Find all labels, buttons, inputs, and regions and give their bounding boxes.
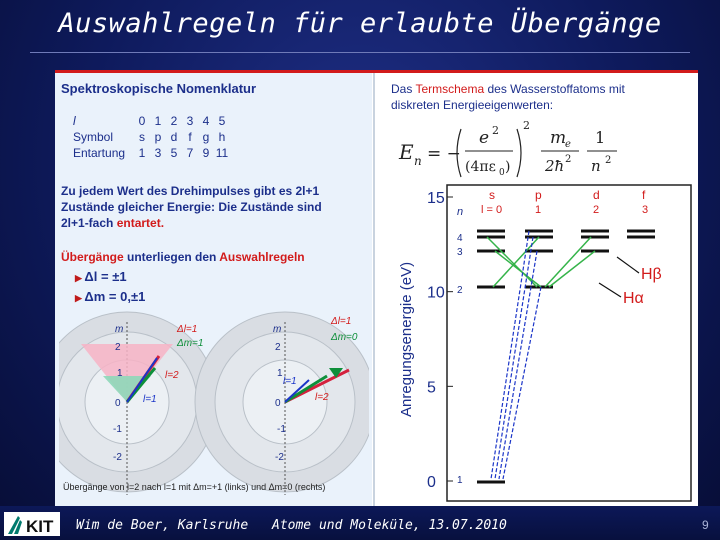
bullet-icon: ▶ [75, 273, 85, 283]
title-rule [30, 52, 690, 53]
heading-emphasis: Termschema [415, 82, 485, 96]
formula-subscript: 0 [499, 168, 505, 178]
bullet-icon: ▶ [75, 293, 85, 303]
formula-exponent: 2 [605, 155, 612, 166]
page-number: 9 [702, 518, 709, 532]
kit-logo-mark [4, 512, 60, 536]
delta-m-label: Δm=1 [177, 338, 204, 349]
y-tick-label: 0 [427, 474, 436, 491]
n-level-label: 3 [457, 247, 463, 258]
rule-delta-m [75, 289, 145, 304]
formula-denominator: 2ħ [545, 157, 565, 175]
column-letter: p [535, 188, 542, 202]
formula-denominator: (4πε [465, 159, 496, 175]
tick-label: 1 [117, 368, 123, 379]
formula-denominator: ) [505, 159, 511, 175]
l-upper-label: l=2 [315, 392, 329, 403]
termschema-heading [391, 81, 625, 113]
column-letter: s [489, 188, 495, 202]
footer-bar [0, 506, 720, 540]
table-cell: 0 [138, 114, 146, 128]
l-upper-label: l=2 [165, 370, 179, 381]
table-cell: 9 [202, 146, 210, 160]
right-paren [517, 129, 521, 177]
rule-text: Δl = ±1 [84, 269, 127, 284]
n-header: n [457, 206, 464, 218]
footer-author: Wim de Boer, Karlsruhe [76, 518, 249, 533]
table-row [73, 129, 230, 145]
slide-title: Auswahlregeln für erlaubte Übergänge [58, 8, 662, 39]
n-level-label: 4 [457, 233, 463, 244]
column-divider [373, 73, 375, 508]
column-letter: f [642, 188, 646, 202]
table-cell: 4 [202, 114, 210, 128]
table-cell: 3 [186, 114, 194, 128]
m-axis-label: m [273, 324, 282, 335]
table-cell: d [170, 130, 178, 144]
table-cell: p [154, 130, 162, 144]
nomenclature-table [73, 113, 230, 161]
paragraph-line [61, 215, 322, 231]
h-beta-label: Hβ [641, 266, 662, 283]
paragraph-emphasis: entartet. [116, 216, 165, 230]
heading-text: Das [391, 82, 416, 96]
table-cell: 7 [186, 146, 194, 160]
diagram-caption: Übergänge von l=2 nach l=1 mit Δm=+1 (links) und Δm=0 (rechts) [63, 482, 326, 492]
left-column [55, 73, 372, 508]
heading-line [391, 81, 625, 97]
tick-label: 1 [277, 368, 283, 379]
table-cell: h [218, 130, 226, 144]
tick-label: 0 [275, 398, 281, 409]
h-alpha-label: Hα [623, 290, 644, 307]
table-cell: 2 [170, 114, 178, 128]
table-cell: g [202, 130, 210, 144]
paragraph-line: Zustände gleicher Energie: Die Zustände sind [61, 200, 322, 214]
table-row [73, 113, 230, 129]
l-lower-label: l=1 [143, 394, 157, 405]
y-axis-label: Anregungsenergie (eV) [398, 261, 415, 417]
rule-text: Δm = 0,±1 [84, 289, 146, 304]
table-cell: s [139, 130, 145, 144]
row-label: l [73, 114, 76, 128]
y-tick-label: 15 [427, 190, 445, 207]
delta-m-label: Δm=0 [331, 332, 358, 343]
column-l-value: 1 [535, 204, 542, 216]
tick-label: -2 [275, 452, 284, 463]
heading-line: diskreten Energieeigenwerten: [391, 98, 554, 112]
delta-l-label: Δl=1 [331, 316, 352, 327]
y-tick-label: 5 [427, 379, 436, 397]
table-cell: 1 [138, 146, 146, 160]
paragraph-line: Zu jedem Wert des Drehimpulses gibt es 2l+1 [61, 184, 320, 198]
table-row [73, 145, 230, 161]
column-letter: d [593, 188, 600, 202]
tick-label: 0 [115, 398, 121, 409]
formula-denominator: n [591, 157, 601, 175]
tick-label: 2 [115, 342, 121, 353]
table-cell: 5 [170, 146, 178, 160]
table-cell: 1 [154, 114, 162, 128]
selection-rules-heading [61, 250, 305, 264]
kit-logo [4, 512, 60, 536]
formula-operator: = − [427, 144, 461, 164]
table-cell: f [188, 130, 192, 144]
formula-subscript: n [414, 154, 422, 168]
rule-delta-l [75, 269, 127, 284]
table-cell: 3 [154, 146, 162, 160]
n-level-label: 1 [457, 475, 463, 486]
column-l-value: 3 [642, 204, 649, 216]
tick-label: 2 [275, 342, 281, 353]
m-axis-label: m [115, 324, 124, 335]
delta-l-label: Δl=1 [177, 324, 198, 335]
tick-label: -1 [113, 424, 122, 435]
column-l-value: 2 [593, 204, 600, 216]
formula-numerator: e [479, 128, 490, 148]
paragraph-text: 2l+1-fach [61, 216, 117, 230]
table-cell: 5 [218, 114, 226, 128]
degeneracy-paragraph [61, 183, 322, 231]
footer-course-date: Atome und Moleküle, 13.07.2010 [272, 518, 507, 533]
formula-exponent: 2 [565, 154, 572, 165]
formula-numerator: 1 [595, 128, 606, 147]
y-tick-label: 10 [427, 284, 445, 302]
row-label: Entartung [73, 146, 126, 160]
angular-momentum-cones [59, 310, 369, 504]
energy-formula [395, 117, 631, 187]
row-label: Symbol [73, 130, 114, 144]
tick-label: -1 [277, 424, 286, 435]
formula-symbol: E [399, 140, 414, 164]
heading-text: unterliegen den [123, 250, 220, 264]
formula-numerator: m [550, 128, 567, 148]
content-panel [55, 70, 698, 508]
kit-logo-text: KIT [26, 517, 54, 536]
heading-emphasis: Auswahlregeln [219, 250, 305, 264]
formula-exponent: 2 [492, 124, 499, 137]
tick-label: -2 [113, 452, 122, 463]
formula-exponent: 2 [523, 119, 530, 132]
nomenclature-heading: Spektroskopische Nomenklatur [61, 81, 257, 96]
n-level-label: 2 [457, 285, 463, 296]
l-lower-label: l=1 [283, 376, 297, 387]
heading-text: des Wasserstoffatoms mit [484, 82, 625, 96]
column-l-value: l = 0 [481, 204, 503, 216]
formula-subscript: e [565, 139, 571, 150]
heading-emphasis: Übergänge [61, 250, 124, 264]
table-cell: 11 [215, 146, 229, 160]
energy-level-diagram [377, 183, 695, 505]
